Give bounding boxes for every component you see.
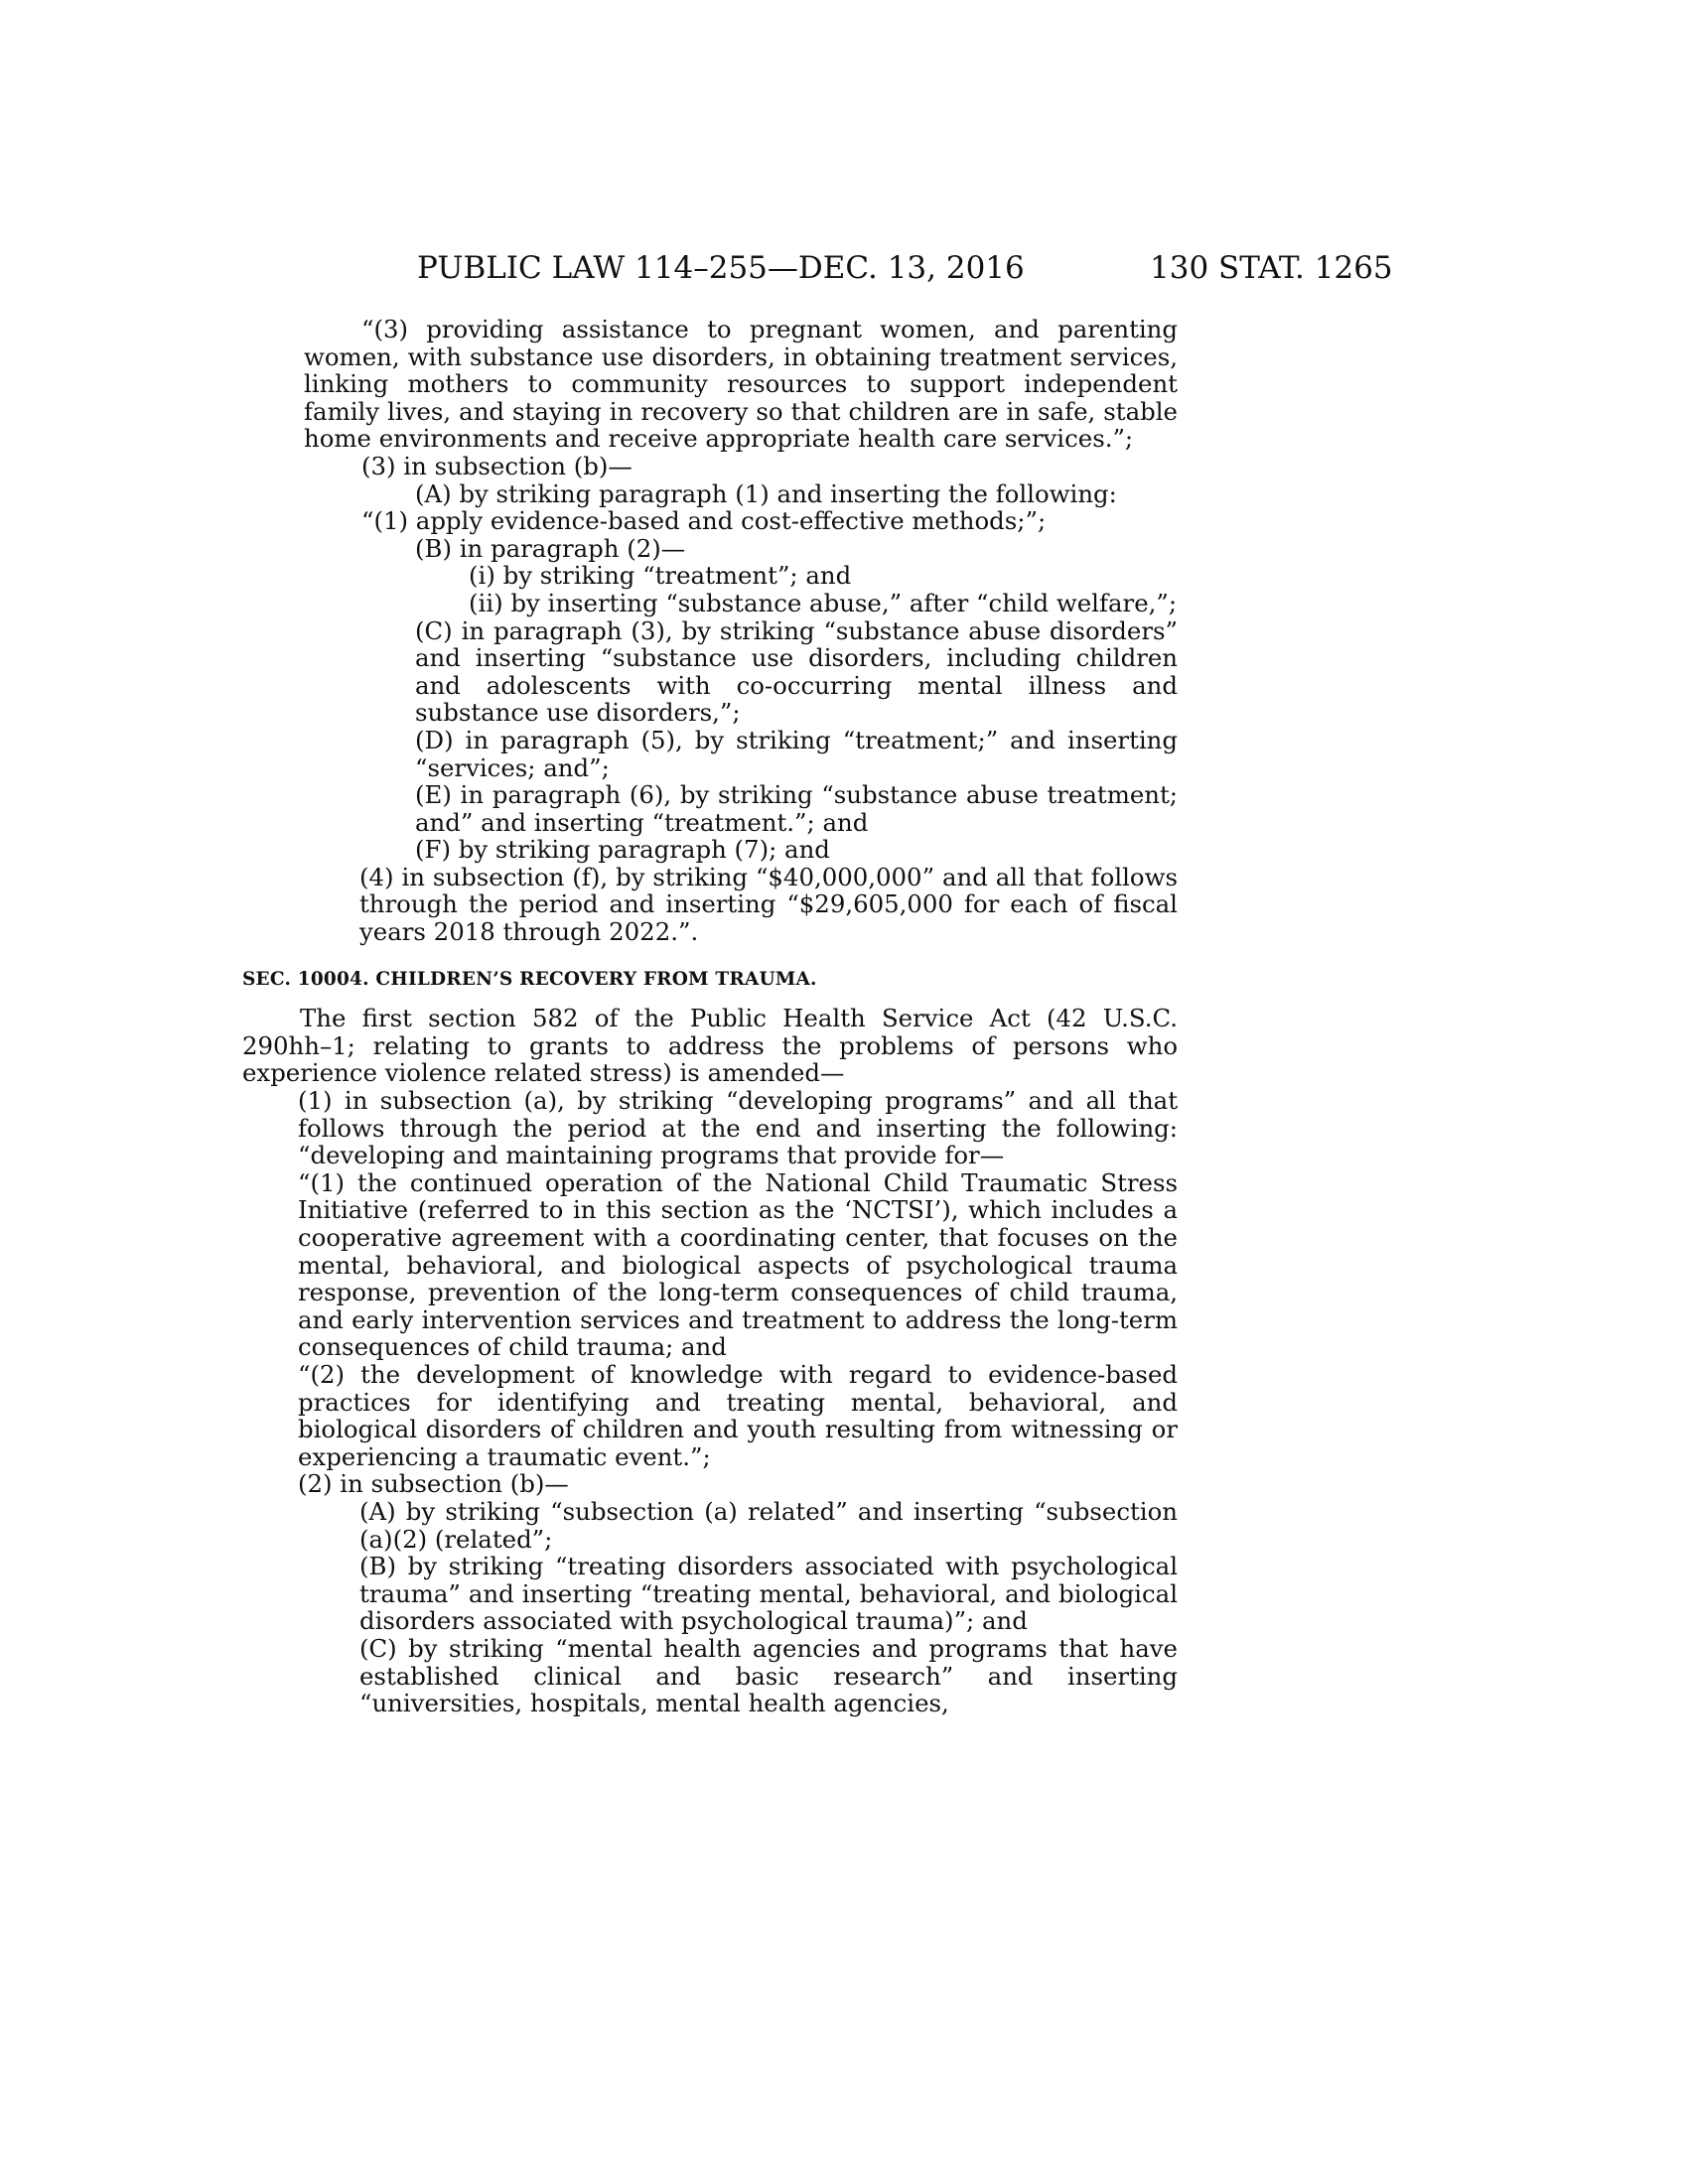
statute-page-number: 130 STAT. 1265 (1150, 250, 1393, 286)
paragraph-quoted-3: “(3) providing assistance to pregnant women, and parenting women, with substance use disorders, in obtaining treatment services, linking mothers to community resources to support independent family lives, and staying in recovery so that children are in safe, stable home environments and receive appropriate health care services.”; (304, 315, 1178, 454)
paragraph-clause-d: (D) in paragraph (5), by striking “treatment;” and inserting “services; and”; (415, 725, 1178, 782)
page-header (0, 250, 1688, 290)
paragraph-clause-c-2: (C) by striking “mental health agencies and programs that have established clinical and basic research” and inserting “universities, hospitals, mental health agencies, (359, 1633, 1178, 1718)
paragraph-section-intro: The first section 582 of the Public Health Service Act (42 U.S.C. 290hh–1; relating to grants to address the problems of persons who experience violence related stress) is amended— (242, 1004, 1178, 1088)
paragraph-subsection-b: (3) in subsection (b)— (361, 451, 633, 480)
paragraph-clause-b: (B) in paragraph (2)— (415, 533, 686, 563)
paragraph-clause-f: (F) by striking paragraph (7); and (415, 835, 830, 865)
paragraph-clause-b-2: (B) by striking “treating disorders associated with psychological trauma” and inserting “treating mental, behavioral, and biological disorders associated with psychological trauma)”; and (359, 1552, 1178, 1636)
paragraph-clause-e: (E) in paragraph (6), by striking “substance abuse treatment; and” and inserting “treatment.”; and (415, 780, 1178, 837)
paragraph-clause-a-2: (A) by striking “subsection (a) related” and inserting “subsection (a)(2) (related”; (359, 1496, 1178, 1554)
paragraph-item-ii: (ii) by inserting “substance abuse,” after “child welfare,”; (469, 588, 1178, 617)
paragraph-subsection-f: (4) in subsection (f), by striking “$40,000,000” and all that follows through the period and inserting “$29,605,000 for each of fiscal years 2018 through 2022.”. (359, 862, 1178, 947)
paragraph-knowledge: “(2) the development of knowledge with regard to evidence-based practices for identifying and treating mental, behavioral, and biological disorders of children and youth resulting from witnessing or experiencing a traumatic event.”; (298, 1359, 1178, 1471)
paragraph-quoted-1: “(1) apply evidence-based and cost-effective methods;”; (361, 506, 1047, 536)
paragraph-nctsi: “(1) the continued operation of the National Child Traumatic Stress Initiative (referred to in this section as the ‘NCTSI’), which includes a cooperative agreement with a coordinating center, that focuses on the mental, behavioral, and biological aspects of psychological trauma response, prevention of the long-term consequences of child trauma, and early intervention services and treatment to address the long-term consequences of child trauma; and (298, 1167, 1178, 1362)
paragraph-subsection-b-2: (2) in subsection (b)— (298, 1469, 569, 1499)
paragraph-subsection-a: (1) in subsection (a), by striking “developing programs” and all that follows through the period at the end and inserting the following: “developing and maintaining programs that provide for— (298, 1086, 1178, 1170)
running-title: PUBLIC LAW 114–255—DEC. 13, 2016 (417, 250, 1025, 286)
paragraph-item-i: (i) by striking “treatment”; and (469, 561, 852, 591)
paragraph-clause-c: (C) in paragraph (3), by striking “substance abuse disorders” and inserting “substance use disorders, including children and adolescents with co-occurring mental illness and substance use disorders,”; (415, 615, 1178, 728)
section-heading: SEC. 10004. CHILDREN’S RECOVERY FROM TRAUMA. (242, 968, 817, 990)
document-body (242, 315, 1178, 1718)
paragraph-clause-a: (A) by striking paragraph (1) and inserting the following: (415, 478, 1117, 508)
